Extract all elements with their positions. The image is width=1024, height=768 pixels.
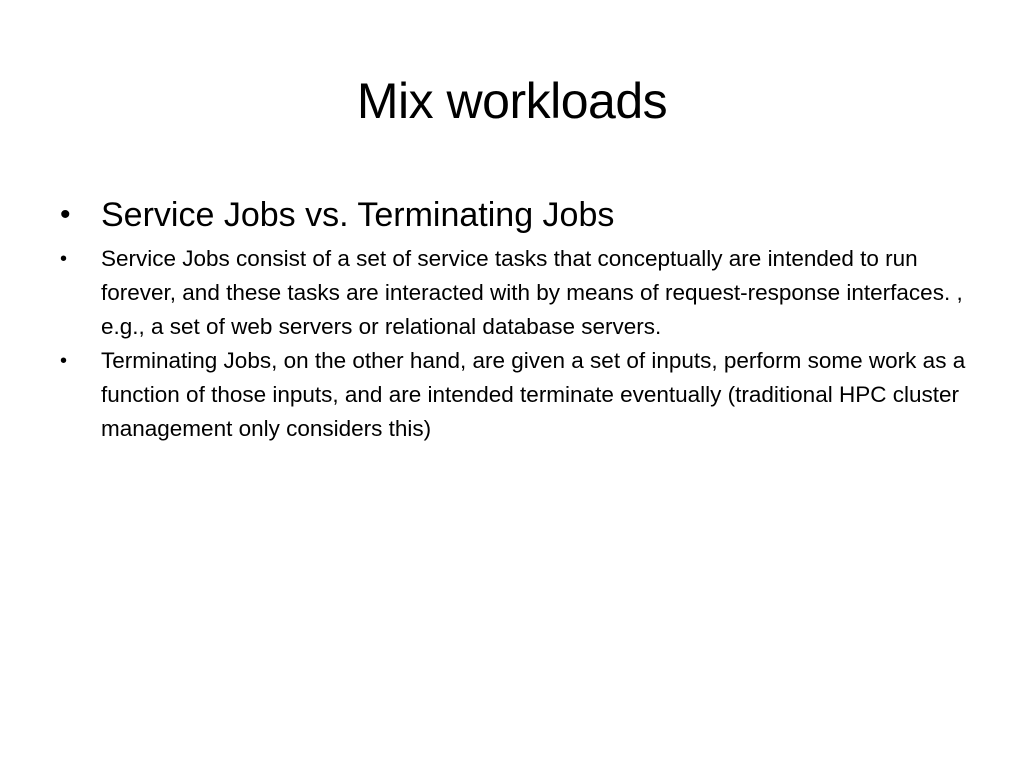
bullet-dot-icon: • — [60, 350, 68, 372]
bullet-dot-icon: • — [60, 248, 68, 270]
bullet-text: Terminating Jobs, on the other hand, are given a set of inputs, perform some work as a function of those inputs, and are intended terminate eventually (traditional HPC cluster management only considers this) — [101, 348, 966, 441]
bullet-text: Service Jobs consist of a set of service tasks that conceptually are intended to run forever, and these tasks are interacted with by means of request-response interfaces. , e.g., a set of web servers or relational database servers. — [101, 246, 963, 339]
bullet-dot-icon: • — [60, 198, 71, 231]
bullet-item-service-vs-terminating — [60, 190, 980, 240]
bullet-list — [60, 190, 980, 446]
bullet-text: Service Jobs vs. Terminating Jobs — [101, 196, 615, 234]
bullet-item-service-jobs — [60, 242, 980, 344]
slide-title: Mix workloads — [356, 73, 668, 129]
bullet-item-terminating-jobs — [60, 344, 980, 446]
